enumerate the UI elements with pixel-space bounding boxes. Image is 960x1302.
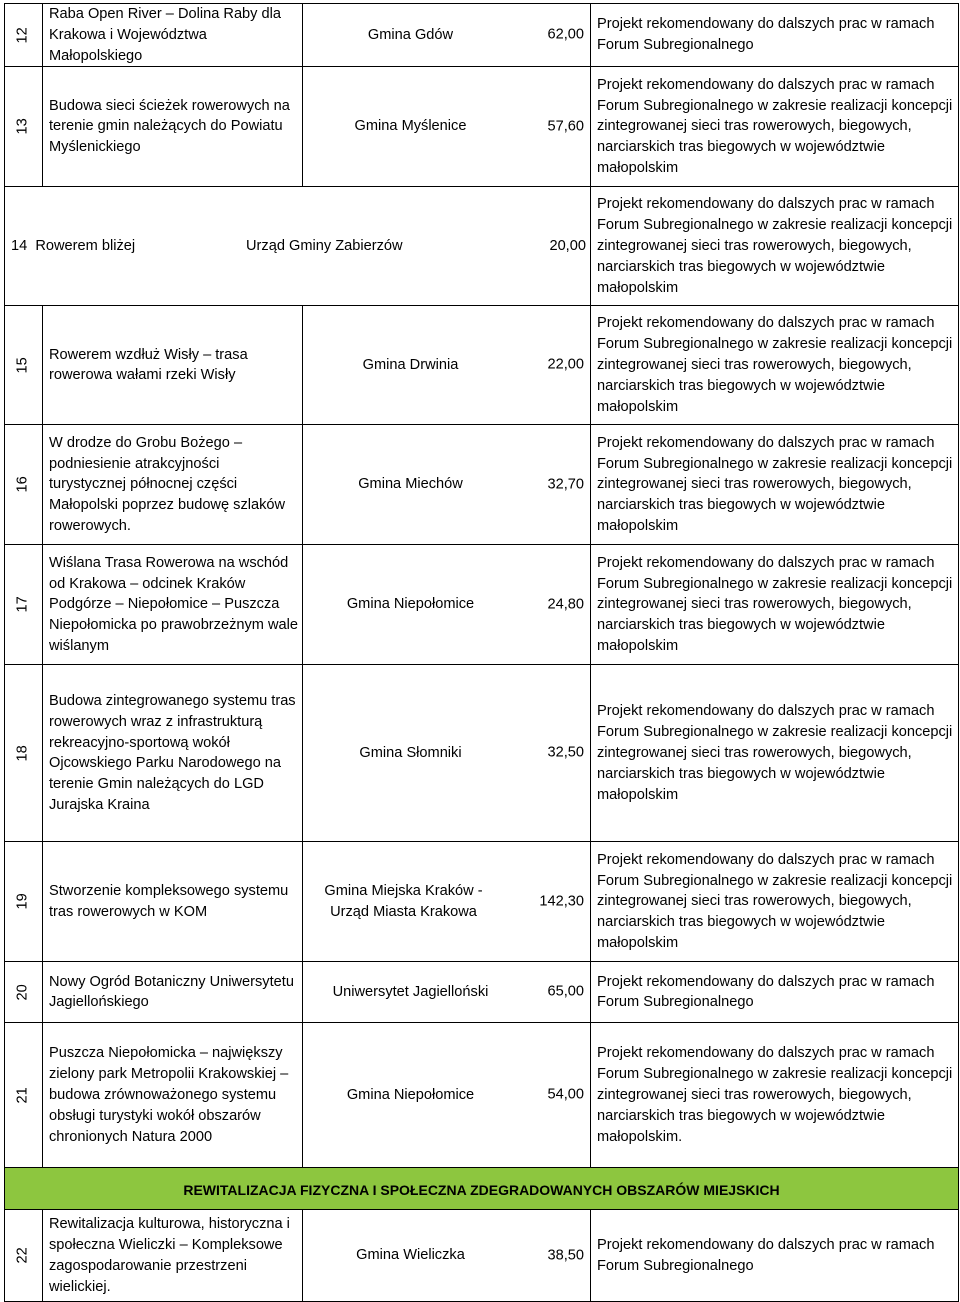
table-row <box>5 306 959 425</box>
project-recommendation: Projekt rekomendowany do dalszych prac w ramach Forum Subregionalnego w zakresie realizacji koncepcji zintegrowanej sieci tras rowerowych, biegowych, narciarskich tras biegowych w województwie małopolskim <box>591 665 959 842</box>
beneficiary-cell <box>303 962 591 1023</box>
project-title: Budowa sieci ścieżek rowerowych na terenie gmin należących do Powiatu Myślenickiego <box>43 67 303 187</box>
beneficiary-cell <box>303 1210 591 1302</box>
project-value: 142,30 <box>539 893 584 910</box>
beneficiary-cell <box>303 425 591 545</box>
beneficiary: Gmina Myślenice <box>354 118 467 135</box>
project-value: 65,00 <box>547 983 584 1000</box>
beneficiary-cell <box>303 545 591 665</box>
project-title: Raba Open River – Dolina Raby dla Krakowa i Województwa Małopolskiego <box>43 4 303 67</box>
row-number: 18 <box>5 665 43 842</box>
table-row <box>5 962 959 1023</box>
project-recommendation: Projekt rekomendowany do dalszych prac w ramach Forum Subregionalnego w zakresie realizacji koncepcji zintegrowanej sieci tras rowerowych, biegowych, narciarskich tras biegowych w województwie małopolskim <box>591 425 959 545</box>
row-number: 22 <box>5 1210 43 1302</box>
project-value: 62,00 <box>547 26 584 43</box>
beneficiary-cell <box>303 842 591 962</box>
row-number: 19 <box>5 842 43 962</box>
row-number: 21 <box>5 1023 43 1168</box>
project-recommendation: Projekt rekomendowany do dalszych prac w ramach Forum Subregionalnego w zakresie realizacji koncepcji zintegrowanej sieci tras rowerowych, biegowych, narciarskich tras biegowych w województwie małopolskim <box>591 187 959 306</box>
row-number: 20 <box>5 962 43 1023</box>
beneficiary-cell <box>303 306 591 425</box>
project-title: W drodze do Grobu Bożego – podniesienie atrakcyjności turystycznej północnej części Małopolski poprzez budowę szlaków rowerowych. <box>43 425 303 545</box>
beneficiary-cell <box>303 665 591 842</box>
project-recommendation: Projekt rekomendowany do dalszych prac w ramach Forum Subregionalnego <box>591 962 959 1023</box>
project-recommendation: Projekt rekomendowany do dalszych prac w ramach Forum Subregionalnego w zakresie realizacji koncepcji zintegrowanej sieci tras rowerowych, biegowych, narciarskich tras biegowych w województwie małopolskim. <box>591 1023 959 1168</box>
table-row <box>5 1210 959 1302</box>
table-row <box>5 4 959 67</box>
section-header-row <box>5 1168 959 1210</box>
project-title: Nowy Ogród Botaniczny Uniwersytetu Jagiellońskiego <box>43 962 303 1023</box>
project-value: 22,00 <box>547 356 584 373</box>
section-title: REWITALIZACJA FIZYCZNA I SPOŁECZNA ZDEGRADOWANYCH OBSZARÓW MIEJSKICH <box>5 1168 959 1210</box>
project-value: 38,50 <box>547 1247 584 1264</box>
project-recommendation: Projekt rekomendowany do dalszych prac w ramach Forum Subregionalnego w zakresie realizacji koncepcji zintegrowanej sieci tras rowerowych, biegowych, narciarskich tras biegowych w województwie małopolskim <box>591 67 959 187</box>
row-number: 15 <box>5 306 43 425</box>
beneficiary-cell <box>303 4 591 67</box>
table-row <box>5 545 959 665</box>
table-row <box>5 1023 959 1168</box>
project-title: Stworzenie kompleksowego systemu tras rowerowych w KOM <box>43 842 303 962</box>
beneficiary-cell <box>303 1023 591 1168</box>
project-title: Puszcza Niepołomicka – największy zielony park Metropolii Krakowskiej – budowa zrównoważonego systemu obsługi turystyki wokół obszarów chronionych Natura 2000 <box>43 1023 303 1168</box>
projects-table <box>4 3 959 1302</box>
project-value: 54,00 <box>547 1086 584 1103</box>
project-title: Rewitalizacja kulturowa, historyczna i społeczna Wieliczki – Kompleksowe zagospodarowanie przestrzeni wielickiej. <box>43 1210 303 1302</box>
beneficiary: Gmina Niepołomice <box>346 1086 475 1103</box>
beneficiary: Uniwersytet Jagielloński <box>332 983 489 1000</box>
merged-row-cell <box>5 187 591 306</box>
project-title: Rowerem bliżej <box>35 237 136 254</box>
project-recommendation: Projekt rekomendowany do dalszych prac w ramach Forum Subregionalnego w zakresie realizacji koncepcji zintegrowanej sieci tras rowerowych, biegowych, narciarskich tras biegowych w województwie małopolskim <box>591 306 959 425</box>
beneficiary: Gmina Drwinia <box>362 356 459 373</box>
row-number: 17 <box>5 545 43 665</box>
table-row <box>5 425 959 545</box>
project-value: 32,70 <box>547 476 584 493</box>
row-number: 12 <box>5 4 43 67</box>
beneficiary: Gmina Gdów <box>367 26 454 43</box>
table-row <box>5 665 959 842</box>
project-title: Rowerem wzdłuż Wisły – trasa rowerowa wałami rzeki Wisły <box>43 306 303 425</box>
table-row <box>5 842 959 962</box>
project-recommendation: Projekt rekomendowany do dalszych prac w ramach Forum Subregionalnego w zakresie realizacji koncepcji zintegrowanej sieci tras rowerowych, biegowych, narciarskich tras biegowych w województwie małopolskim <box>591 842 959 962</box>
beneficiary-cell <box>303 67 591 187</box>
project-recommendation: Projekt rekomendowany do dalszych prac w ramach Forum Subregionalnego w zakresie realizacji koncepcji zintegrowanej sieci tras rowerowych, biegowych, narciarskich tras biegowych w województwie małopolskim <box>591 545 959 665</box>
beneficiary: Gmina Wieliczka <box>356 1247 465 1264</box>
project-recommendation: Projekt rekomendowany do dalszych prac w ramach Forum Subregionalnego <box>591 1210 959 1302</box>
beneficiary: Urząd Gminy Zabierzów <box>246 237 403 254</box>
table-row <box>5 67 959 187</box>
project-title: Wiślana Trasa Rowerowa na wschód od Krakowa – odcinek Kraków Podgórze – Niepołomice – Puszcza Niepołomicka po prawobrzeżnym wale wiślanym <box>43 545 303 665</box>
project-value: 57,60 <box>547 118 584 135</box>
project-title: Budowa zintegrowanego systemu tras rowerowych wraz z infrastrukturą rekreacyjno-sportową wokół Ojcowskiego Parku Narodowego na terenie Gmin należących do LGD Jurajska Kraina <box>43 665 303 842</box>
project-value: 32,50 <box>547 744 584 761</box>
beneficiary: Gmina Miechów <box>358 476 463 493</box>
beneficiary: Gmina Miejska Kraków - Urząd Miasta Krakowa <box>324 883 483 920</box>
table-row <box>5 187 959 306</box>
project-value: 20,00 <box>549 237 586 254</box>
row-number: 14 <box>11 237 28 254</box>
project-value: 24,80 <box>547 596 584 613</box>
project-recommendation: Projekt rekomendowany do dalszych prac w ramach Forum Subregionalnego <box>591 4 959 67</box>
row-number: 16 <box>5 425 43 545</box>
row-number: 13 <box>5 67 43 187</box>
beneficiary: Gmina Słomniki <box>359 744 462 761</box>
beneficiary: Gmina Niepołomice <box>346 596 475 613</box>
